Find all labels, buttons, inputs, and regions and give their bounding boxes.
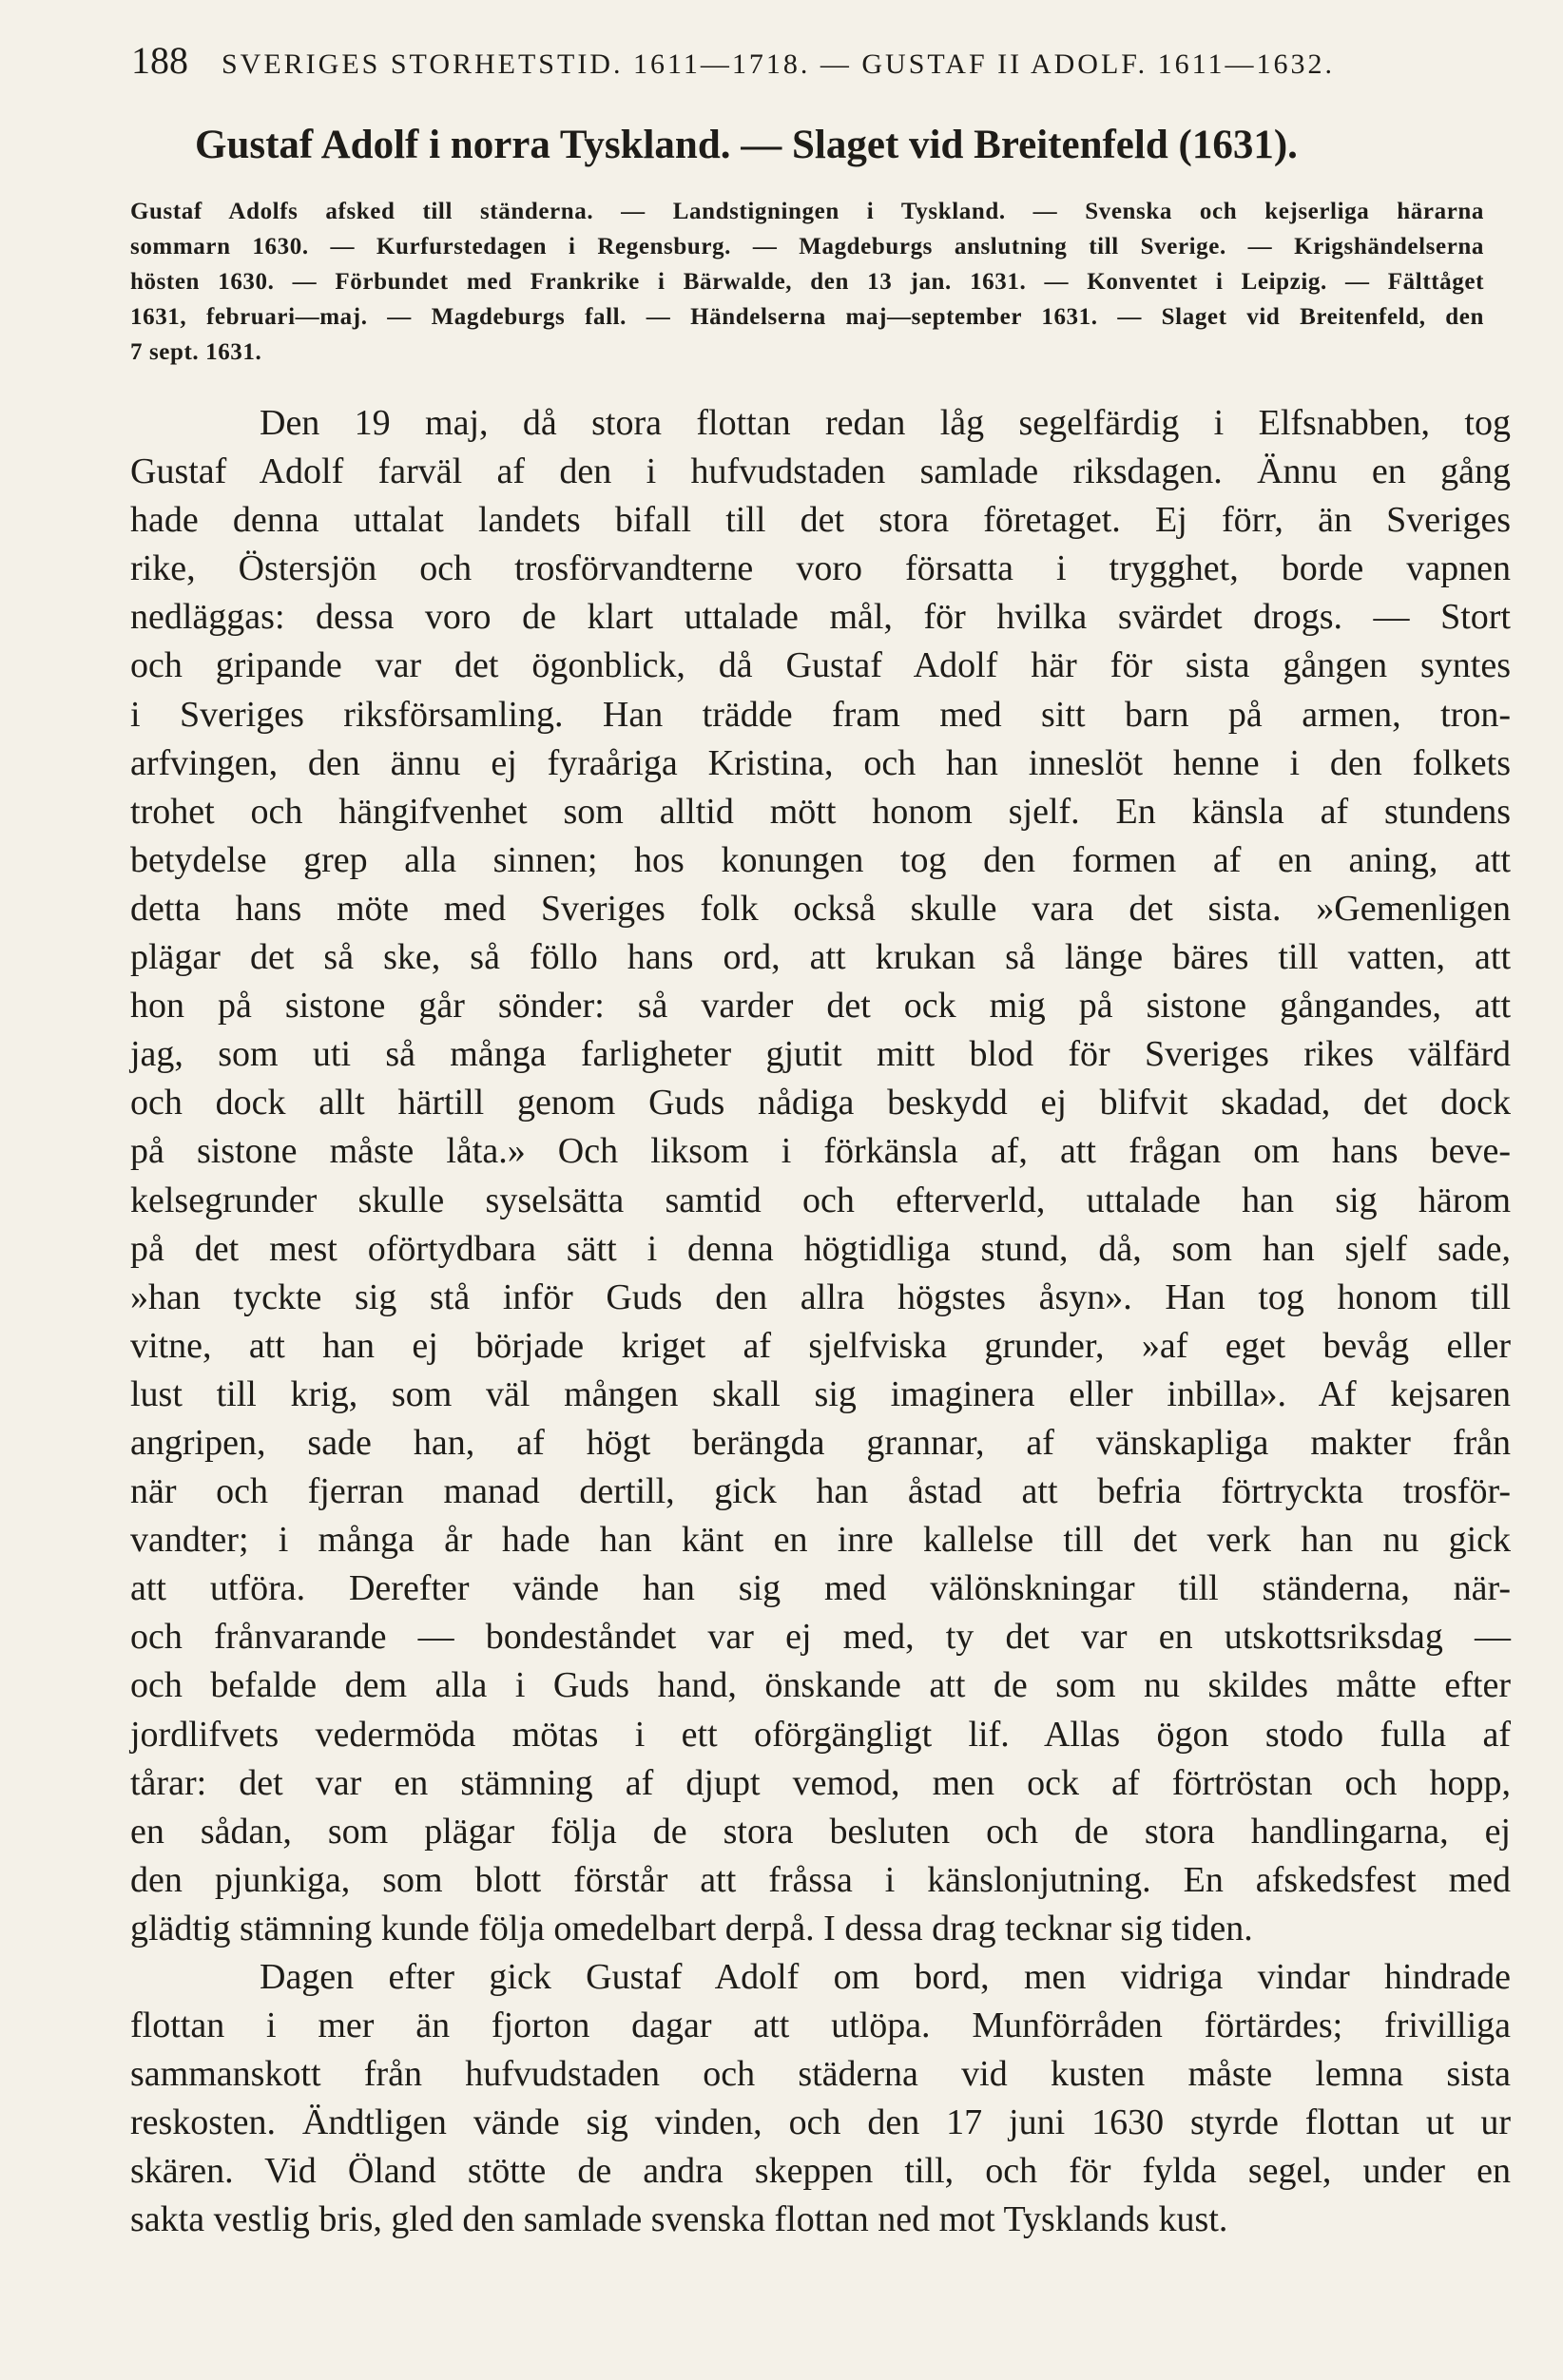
body-line: och befalde dem alla i Guds hand, önskande att de som nu skildes måtte efter <box>130 1665 1511 1706</box>
body-line: sakta vestlig bris, gled den samlade svenska flottan ned mot Tysklands kust. <box>130 2199 1228 2240</box>
chapter-title: Gustaf Adolf i norra Tyskland. — Slaget vid Breitenfeld (1631). <box>195 123 1298 167</box>
body-line: arfvingen, den ännu ej fyraåriga Kristina, och han inneslöt henne i den folkets <box>130 742 1511 783</box>
body-line: när och fjerran manad dertill, gick han åstad att befria förtryckta trosför- <box>130 1471 1511 1512</box>
body-line: i Sveriges riksförsamling. Han trädde fram med sitt barn på armen, tron- <box>130 694 1511 735</box>
body-line: jordlifvets vedermöda mötas i ett oförgängligt lif. Allas ögon stodo fulla af <box>130 1714 1511 1755</box>
body-line: angripen, sade han, af högt berängda grannar, af vänskapliga makter från <box>130 1422 1511 1463</box>
body-line: glädtig stämning kunde följa omedelbart derpå. I dessa drag tecknar sig tiden. <box>130 1908 1253 1948</box>
body-line: en sådan, som plägar följa de stora besluten och de stora handlingarna, ej <box>130 1811 1511 1852</box>
body-line: Den 19 maj, då stora flottan redan låg segelfärdig i Elfsnabben, tog <box>260 403 1511 443</box>
body-line: skären. Vid Öland stötte de andra skeppen till, och för fylda segel, under en <box>130 2151 1511 2192</box>
body-line: och frånvarande — bondeståndet var ej med, ty det var en utskottsriksdag — <box>130 1617 1511 1658</box>
body-line: Gustaf Adolf farväl af den i hufvudstaden samlade riksdagen. Ännu en gång <box>130 451 1511 492</box>
summary-line: hösten 1630. — Förbundet med Frankrike i Bärwalde, den 13 jan. 1631. — Konventet i Leipzig. — Fälttåget <box>130 269 1484 295</box>
body-line: lust till krig, som väl mången skall sig imaginera eller inbilla». Af kejsaren <box>130 1373 1511 1414</box>
body-text <box>130 399 1511 2245</box>
summary-line: 7 sept. 1631. <box>130 339 262 365</box>
body-line: på det mest oförtydbara sätt i denna högtidliga stund, då, som han sjelf sade, <box>130 1228 1511 1269</box>
body-line: detta hans möte med Sveriges folk också skulle vara det sista. »Gemenligen <box>130 888 1511 929</box>
body-line: rike, Östersjön och trosförvandterne voro försatta i trygghet, borde vapnen <box>130 548 1511 589</box>
body-line: Dagen efter gick Gustaf Adolf om bord, men vidriga vindar hindrade <box>260 1957 1511 1997</box>
body-line: flottan i mer än fjorton dagar att utlöpa. Munförråden förtärdes; frivilliga <box>130 2006 1511 2046</box>
body-line: betydelse grep alla sinnen; hos konungen tog den formen af en aning, att <box>130 839 1511 880</box>
chapter-summary <box>130 194 1484 370</box>
page-number: 188 <box>131 39 188 82</box>
body-line: och gripande var det ögonblick, då Gustaf Adolf här för sista gången syntes <box>130 645 1511 686</box>
body-line: reskosten. Ändtligen vände sig vinden, och den 17 juni 1630 styrde flottan ut ur <box>130 2102 1511 2143</box>
body-line: hon på sistone går sönder: så varder det ock mig på sistone gångandes, att <box>130 986 1511 1027</box>
body-line: att utföra. Derefter vände han sig med välönskningar till ständerna, när- <box>130 1568 1511 1609</box>
body-line: vitne, att han ej började kriget af sjelfviska grunder, »af eget bevåg eller <box>130 1325 1511 1366</box>
body-line: »han tyckte sig stå inför Guds den allra högstes åsyn». Han tog honom till <box>130 1276 1511 1317</box>
running-head <box>131 38 1443 83</box>
body-line: sammanskott från hufvudstaden och städerna vid kusten måste lemna sista <box>130 2054 1511 2095</box>
summary-line: Gustaf Adolfs afsked till ständerna. — Landstigningen i Tyskland. — Svenska och kejserliga härarna <box>130 199 1484 224</box>
body-line: på sistone måste låta.» Och liksom i förkänsla af, att frågan om hans beve- <box>130 1131 1511 1172</box>
summary-line: 1631, februari—maj. — Magdeburgs fall. — Händelserna maj—september 1631. — Slaget vid Breitenfeld, den <box>130 304 1484 330</box>
body-line: jag, som uti så många farligheter gjutit mitt blod för Sveriges rikes välfärd <box>130 1034 1511 1075</box>
summary-line: sommarn 1630. — Kurfurstedagen i Regensburg. — Magdeburgs anslutning till Sverige. — Krigshändelserna <box>130 234 1484 259</box>
body-line: och dock allt härtill genom Guds nådiga beskydd ej blifvit skadad, det dock <box>130 1083 1511 1123</box>
body-line: plägar det så ske, så föllo hans ord, att krukan så länge bäres till vatten, att <box>130 937 1511 978</box>
body-line: hade denna uttalat landets bifall till det stora företaget. Ej förr, än Sveriges <box>130 500 1511 541</box>
body-line: den pjunkiga, som blott förstår att fråssa i känslonjutning. En afskedsfest med <box>130 1859 1511 1900</box>
body-line: nedläggas: dessa voro de klart uttalade mål, för hvilka svärdet drogs. — Stort <box>130 597 1511 638</box>
body-line: tårar: det var en stämning af djupt vemod, men ock af förtröstan och hopp, <box>130 1762 1511 1803</box>
body-line: vandter; i många år hade han känt en inre kallelse till det verk han nu gick <box>130 1520 1511 1561</box>
running-head-text: SVERIGES STORHETSTID. 1611—1718. — GUSTAF II ADOLF. 1611—1632. <box>222 48 1335 80</box>
body-line: trohet och hängifvenhet som alltid mött honom sjelf. En känsla af stundens <box>130 791 1511 832</box>
body-line: kelsegrunder skulle syselsätta samtid och efterverld, uttalade han sig härom <box>130 1180 1511 1220</box>
